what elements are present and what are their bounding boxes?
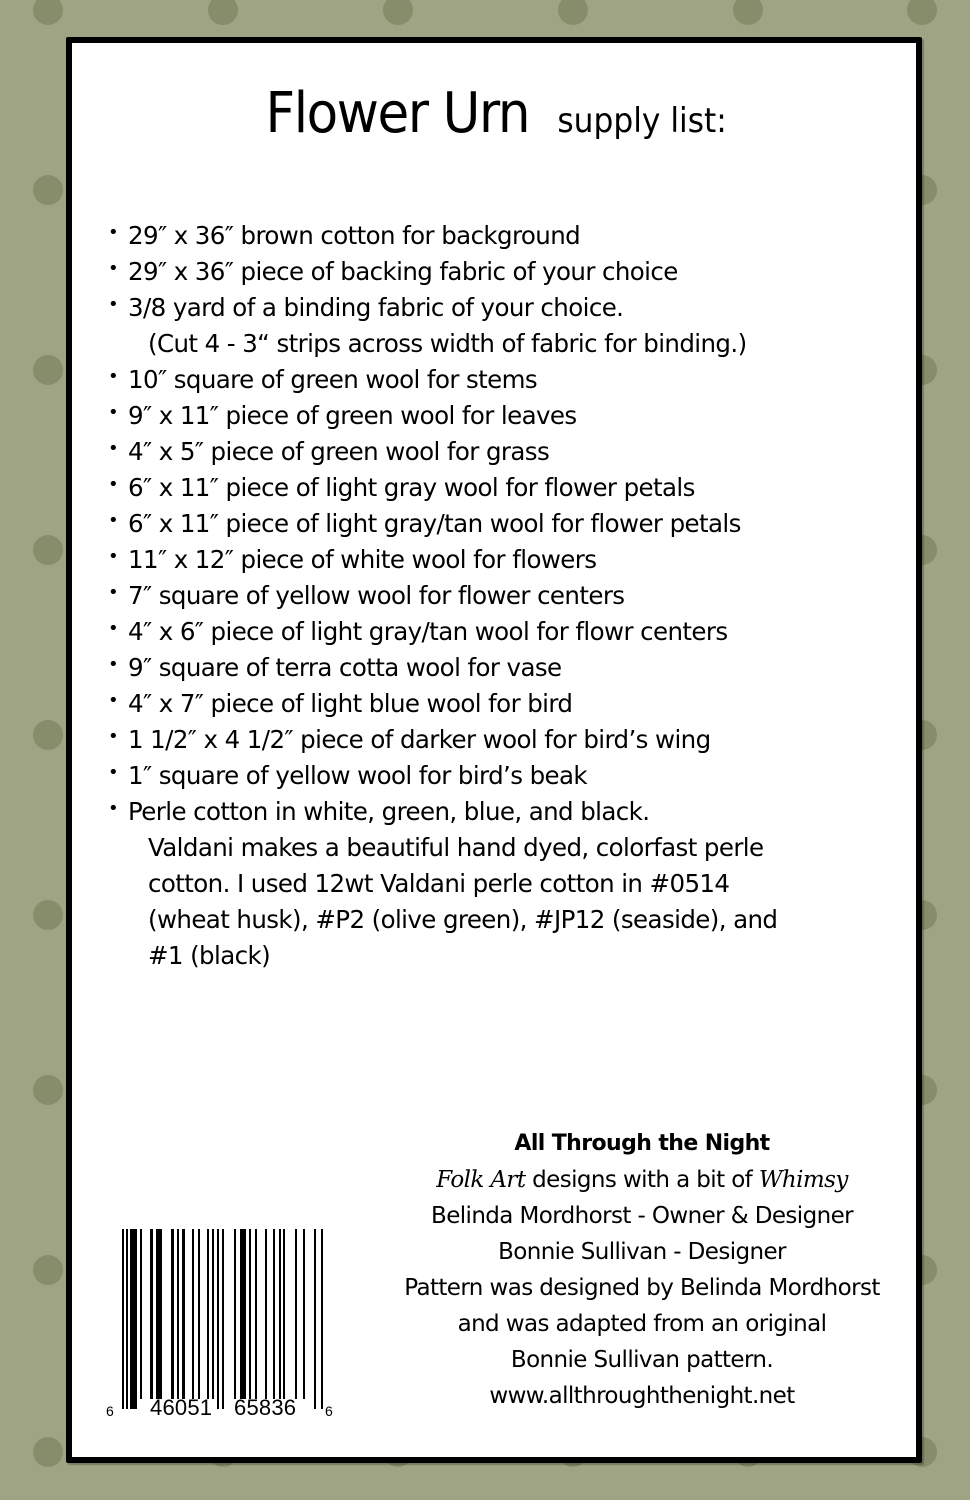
credit-original: Bonnie Sullivan pattern. xyxy=(510,1347,774,1373)
bullet-icon: • xyxy=(108,798,119,819)
supply-item-text: 4″ x 7″ piece of light blue wool for bird xyxy=(128,689,573,718)
bullet-icon: • xyxy=(108,474,119,495)
supply-item xyxy=(102,470,902,506)
bullet-icon: • xyxy=(108,654,119,675)
supply-item-text: 29″ x 36″ piece of backing fabric of your choice xyxy=(128,257,678,286)
bullet-icon: • xyxy=(108,402,119,423)
website-link[interactable]: www.allthroughthenight.net xyxy=(489,1383,795,1409)
tagline xyxy=(362,1162,922,1198)
supply-item xyxy=(102,434,902,470)
bullet-icon: • xyxy=(108,546,119,567)
polka-dot xyxy=(33,175,63,205)
bullet-icon: • xyxy=(108,618,119,639)
credit-owner: Belinda Mordhorst - Owner & Designer xyxy=(431,1203,853,1229)
barcode-bar xyxy=(126,1229,128,1409)
supply-item-text: 11″ x 12″ piece of white wool for flowers xyxy=(128,545,597,574)
title-main: Flower Urn xyxy=(265,81,529,146)
polka-dot xyxy=(558,0,588,25)
supply-item xyxy=(102,218,902,254)
supply-item-text: 9″ square of terra cotta wool for vase xyxy=(128,653,562,682)
barcode-bar xyxy=(234,1229,236,1399)
barcode-group1: 46051 xyxy=(150,1395,212,1420)
supply-item-text: 3/8 yard of a binding fabric of your choice. xyxy=(128,293,624,322)
polka-dot xyxy=(33,0,63,25)
supply-item xyxy=(102,686,902,722)
bullet-icon: • xyxy=(108,438,119,459)
supply-item xyxy=(102,650,902,686)
bullet-icon: • xyxy=(108,294,119,315)
bullet-icon: • xyxy=(108,258,119,279)
barcode-bar xyxy=(156,1229,162,1399)
credit-designer: Bonnie Sullivan - Designer xyxy=(498,1239,786,1265)
supply-item-text: 9″ x 11″ piece of green wool for leaves xyxy=(128,401,577,430)
barcode-bar xyxy=(217,1229,219,1409)
supply-item-text: 29″ x 36″ brown cotton for background xyxy=(128,221,581,250)
supply-item-text: 4″ x 5″ piece of green wool for grass xyxy=(128,437,550,466)
supply-item xyxy=(102,578,902,614)
supply-item xyxy=(102,758,902,794)
supply-item-text: 1 1/2″ x 4 1/2″ piece of darker wool for bird’s wing xyxy=(128,725,711,754)
supply-item-text: 10″ square of green wool for stems xyxy=(128,365,538,394)
supply-item-text: 1″ square of yellow wool for bird’s beak xyxy=(128,761,587,790)
supply-item-text: 6″ x 11″ piece of light gray wool for flower petals xyxy=(128,473,695,502)
barcode-bar xyxy=(283,1229,285,1399)
barcode-bar xyxy=(249,1229,251,1399)
barcode-bar xyxy=(212,1229,214,1399)
supply-item-text: 4″ x 6″ piece of light gray/tan wool for flowr centers xyxy=(128,617,728,646)
supply-item xyxy=(102,290,902,326)
supply-list xyxy=(102,218,902,974)
bullet-icon: • xyxy=(108,510,119,531)
barcode-bar xyxy=(130,1229,137,1409)
tagline-whimsy: Whimsy xyxy=(758,1167,848,1193)
supply-item-continuation: (Cut 4 - 3“ strips across width of fabric for binding.) xyxy=(148,329,747,358)
supply-item-continuation: #1 (black) xyxy=(148,941,271,970)
bullet-icon: • xyxy=(108,582,119,603)
supply-item xyxy=(102,542,902,578)
supply-item-text: 6″ x 11″ piece of light gray/tan wool for flower petals xyxy=(128,509,741,538)
barcode-bar xyxy=(207,1229,209,1399)
title-sub: supply list: xyxy=(557,101,728,141)
barcode-bar xyxy=(295,1229,297,1399)
supply-item xyxy=(102,506,902,542)
bullet-icon: • xyxy=(108,726,119,747)
barcode-bar xyxy=(140,1229,142,1399)
polka-dot xyxy=(733,0,763,25)
barcode-bar xyxy=(122,1229,124,1409)
barcode-bar xyxy=(303,1229,305,1399)
credit-adapted: and was adapted from an original xyxy=(457,1311,827,1337)
barcode-bar xyxy=(192,1229,194,1399)
polka-dot xyxy=(33,1437,63,1467)
supply-item xyxy=(102,722,902,758)
polka-dot xyxy=(33,720,63,750)
barcode-bar xyxy=(198,1229,200,1399)
barcode-bar xyxy=(273,1229,275,1399)
barcode xyxy=(106,1221,336,1421)
bullet-icon: • xyxy=(108,366,119,387)
supply-item-text: 7″ square of yellow wool for flower centers xyxy=(128,581,625,610)
tagline-folk-art: Folk Art xyxy=(436,1167,526,1193)
supply-item-continuation: cotton. I used 12wt Valdani perle cotton in #0514 xyxy=(148,869,730,898)
bullet-icon: • xyxy=(108,690,119,711)
supply-item-continuation: (wheat husk), #P2 (olive green), #JP12 (seaside), and xyxy=(148,905,778,934)
supply-item xyxy=(102,254,902,290)
barcode-bar xyxy=(182,1229,185,1399)
bullet-icon: • xyxy=(108,762,119,783)
barcode-bar xyxy=(255,1229,257,1399)
tagline-middle: designs with a bit of xyxy=(525,1167,759,1193)
barcode-bar xyxy=(314,1229,316,1409)
polka-dot xyxy=(33,355,63,385)
barcode-left-digit: 6 xyxy=(106,1403,114,1419)
barcode-bar xyxy=(265,1229,267,1399)
bullet-icon: • xyxy=(108,222,119,243)
barcode-bar xyxy=(171,1229,174,1399)
page-title xyxy=(72,81,916,146)
barcode-bar xyxy=(222,1229,224,1409)
barcode-bar xyxy=(321,1229,323,1409)
credit-pattern: Pattern was designed by Belinda Mordhorst xyxy=(404,1275,880,1301)
barcode-bar xyxy=(177,1229,179,1399)
brand-name: All Through the Night xyxy=(514,1131,770,1156)
barcode-bar xyxy=(279,1229,281,1399)
barcode-bars xyxy=(122,1229,323,1409)
polka-dot xyxy=(383,0,413,25)
designer-credits xyxy=(362,1126,922,1414)
supply-item xyxy=(102,614,902,650)
barcode-bar xyxy=(150,1229,153,1399)
barcode-right-digit: 6 xyxy=(325,1403,333,1419)
polka-dot xyxy=(33,535,63,565)
supply-item-continuation: Valdani makes a beautiful hand dyed, colorfast perle xyxy=(148,833,764,862)
barcode-group2: 65836 xyxy=(234,1395,296,1420)
polka-dot xyxy=(907,0,937,25)
supply-item-text: Perle cotton in white, green, blue, and black. xyxy=(128,797,650,826)
polka-dot xyxy=(33,900,63,930)
barcode-bar xyxy=(240,1229,246,1399)
supply-item xyxy=(102,362,902,398)
polka-dot xyxy=(33,1075,63,1105)
supply-item xyxy=(102,794,902,830)
polka-dot xyxy=(208,0,238,25)
polka-dot xyxy=(33,1255,63,1285)
supply-item xyxy=(102,398,902,434)
supply-list-card xyxy=(66,37,922,1463)
